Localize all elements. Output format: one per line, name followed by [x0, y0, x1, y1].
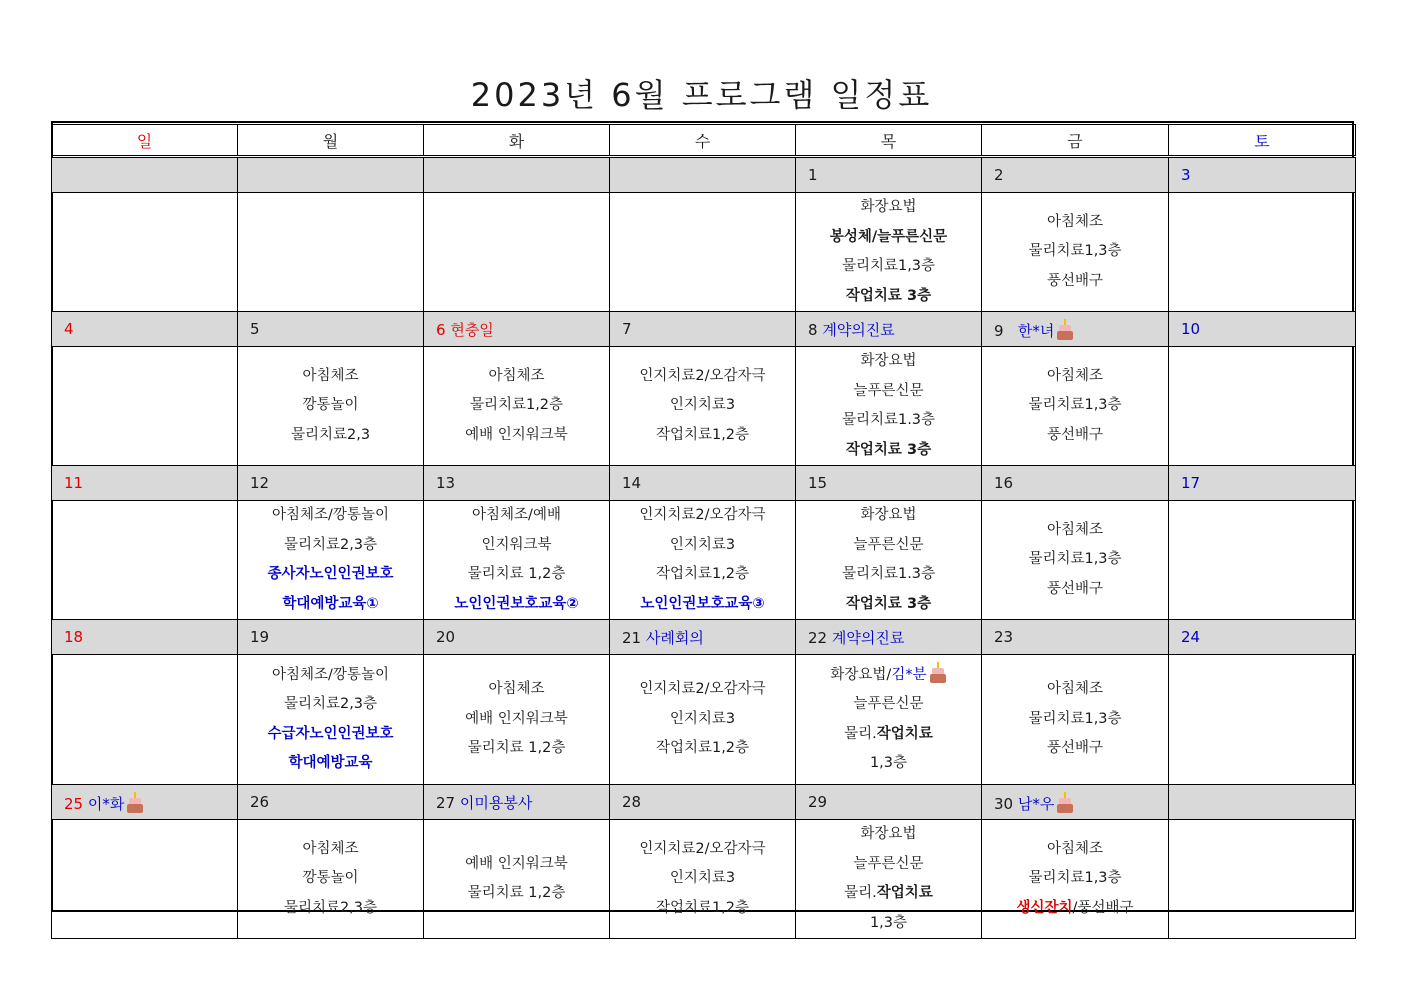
activity-line: 아침체조: [1046, 840, 1104, 857]
activity-line: 예배 인지워크북: [465, 710, 568, 727]
activity-line: 작업치료 3층: [845, 595, 932, 612]
birthday-cake-icon: [1056, 318, 1074, 340]
activity-line: 아침체조: [1046, 681, 1104, 698]
activity-cell: [610, 193, 796, 312]
activity-line: 풍선배구: [1046, 272, 1104, 289]
activity-cell: [424, 820, 610, 939]
date-number: 21: [622, 628, 642, 647]
activity-cell: [610, 820, 796, 939]
date-cell: [424, 620, 610, 655]
week-3-activity-row: [52, 501, 1356, 620]
holiday-label: 현충일: [450, 320, 494, 339]
activity-cell: [982, 655, 1169, 785]
date-cell: [238, 157, 424, 193]
date-number: 7: [622, 320, 632, 338]
activity-line: 물리치료1.3층: [841, 566, 936, 582]
date-cell: [238, 312, 424, 347]
week-5-date-row: [52, 785, 1356, 820]
activity-line: 아침체조/깡통놀이: [272, 507, 389, 523]
date-number: 1: [808, 166, 818, 184]
activity-line: 아침체조: [1046, 367, 1104, 384]
date-cell: [52, 620, 238, 655]
activity-line: 인지치료2/오감자극: [639, 507, 766, 523]
date-cell: [424, 466, 610, 501]
date-number: 6: [436, 320, 446, 339]
activity-cell: [796, 655, 982, 785]
date-number: 2: [994, 166, 1004, 184]
activity-line: 인지치료3: [669, 710, 736, 727]
activity-line: 작업치료1,2층: [655, 899, 750, 916]
birthday-label: 김*분: [891, 666, 927, 683]
activity-line: 깡통놀이: [302, 397, 359, 414]
activity-line: 학대예방교육: [288, 755, 373, 771]
activity-line: 인지치료3: [669, 536, 736, 553]
activity-cell: [982, 347, 1169, 466]
weekday-sun: 일: [52, 125, 238, 157]
date-cell: [238, 466, 424, 501]
date-cell: [610, 312, 796, 347]
activity-line: 아침체조: [1046, 213, 1104, 230]
activity-line: 풍선배구: [1046, 426, 1104, 443]
date-cell: [1169, 157, 1356, 193]
activity-line: 1,3층: [869, 914, 908, 931]
birthday-label: 한*녀: [1017, 321, 1055, 340]
birthday-label: 남*우: [1017, 794, 1055, 813]
date-number: 18: [64, 628, 84, 646]
activity-line: 화장요법: [860, 507, 917, 523]
activity-line: 인지치료3: [669, 870, 736, 887]
event-label: 사례회의: [645, 628, 704, 647]
activity-line: 물리치료2,3층: [283, 536, 378, 553]
date-number: 17: [1181, 474, 1201, 492]
date-cell: [982, 312, 1169, 347]
weekday-sat: 토: [1169, 125, 1356, 157]
activity-cell: [424, 347, 610, 466]
activity-line: 인지치료2/오감자극: [639, 840, 766, 857]
activity-line: 학대예방교육①: [282, 595, 379, 612]
activity-line: 물리치료1,3층: [1028, 710, 1122, 727]
date-cell: [610, 620, 796, 655]
activity-line: 노인인권보호교육③: [640, 595, 765, 612]
activity-line: 늘푸른신문: [853, 536, 924, 553]
activity-line: 종사자노인인권보호: [267, 566, 394, 582]
activity-line: 작업치료1,2층: [655, 566, 750, 582]
date-number: 27: [436, 793, 456, 812]
activity-line: 아침체조: [488, 367, 545, 384]
date-number: 14: [622, 474, 642, 492]
activity-cell: [52, 655, 238, 785]
activity-line: 노인인권보호교육②: [454, 595, 579, 612]
activity-cell: [982, 193, 1169, 312]
activity-line: 물리치료1,3층: [1028, 551, 1122, 568]
week-1-activity-row: [52, 193, 1356, 312]
date-cell: [52, 785, 238, 820]
activity-text: 생신잔치: [1016, 899, 1073, 916]
date-cell: [796, 312, 982, 347]
activity-line: 물리치료1,3층: [841, 258, 936, 274]
date-cell: [424, 157, 610, 193]
date-cell: [238, 620, 424, 655]
date-cell: [52, 466, 238, 501]
activity-text: /풍선배구: [1072, 899, 1134, 916]
activity-cell: [424, 193, 610, 312]
date-cell: [796, 785, 982, 820]
date-cell: [610, 157, 796, 193]
activity-line: [796, 720, 981, 750]
date-number: 13: [436, 474, 456, 492]
activity-line: 풍선배구: [1046, 740, 1104, 757]
activity-line: 물리치료2,3층: [283, 696, 378, 712]
activity-text: 물리.: [844, 725, 877, 742]
activity-cell: [52, 820, 238, 939]
activity-cell: [238, 347, 424, 466]
activity-line: 물리치료1.3층: [841, 412, 936, 428]
date-number: 22: [808, 628, 828, 647]
activity-cell: [52, 501, 238, 620]
activity-line: 늘푸른신문: [853, 855, 924, 872]
date-number: 9: [994, 321, 1004, 340]
birthday-cake-icon: [929, 661, 947, 683]
activity-cell: [982, 820, 1169, 939]
activity-line: 화장요법: [860, 826, 917, 842]
activity-cell: [238, 193, 424, 312]
activity-cell: [1169, 347, 1356, 466]
activity-line: 1,3층: [869, 755, 908, 771]
activity-text: 물리.: [844, 885, 877, 901]
activity-line: 아침체조/예배: [472, 507, 561, 523]
weekday-wed: 수: [610, 125, 796, 157]
date-cell: [238, 785, 424, 820]
weekday-fri: 금: [982, 125, 1169, 157]
activity-cell: [796, 501, 982, 620]
date-number: 5: [250, 320, 260, 338]
activity-line: 깡통놀이: [302, 870, 359, 887]
birthday-cake-icon: [126, 791, 144, 813]
activity-line: 물리치료 1,2층: [467, 885, 566, 901]
date-cell: [796, 620, 982, 655]
date-number: 29: [808, 793, 828, 811]
date-cell: [1169, 785, 1356, 820]
activity-line: 작업치료1,2층: [655, 426, 750, 443]
activity-line: 늘푸른신문: [853, 382, 924, 399]
activity-cell: [610, 347, 796, 466]
date-number: 4: [64, 320, 74, 338]
date-number: 19: [250, 628, 270, 646]
date-number: 25: [64, 794, 84, 813]
week-2-date-row: [52, 312, 1356, 347]
activity-cell: [424, 655, 610, 785]
week-4-date-row: [52, 620, 1356, 655]
activity-line: [982, 894, 1168, 924]
activity-line: 수급자노인인권보호: [267, 725, 394, 742]
date-number: 11: [64, 474, 84, 492]
date-number: 8: [808, 320, 818, 339]
activity-line: 예배 인지워크북: [465, 426, 568, 443]
activity-line: 인지치료3: [669, 397, 736, 414]
date-number: 30: [994, 794, 1014, 813]
activity-line: 인지치료2/오감자극: [639, 681, 766, 698]
activity-cell: [52, 347, 238, 466]
weekday-header-row: [52, 125, 1356, 157]
activity-line: 아침체조: [488, 681, 545, 698]
date-number: 20: [436, 628, 456, 646]
activity-cell: [238, 501, 424, 620]
activity-line: 아침체조/깡통놀이: [272, 666, 389, 683]
activity-line: 물리치료 1,2층: [467, 740, 566, 757]
date-number: 12: [250, 474, 270, 492]
activity-line: 작업치료 3층: [845, 287, 932, 304]
activity-cell: [796, 820, 982, 939]
activity-cell: [1169, 193, 1356, 312]
activity-line: 물리치료1,3층: [1028, 397, 1122, 414]
weekday-mon: 월: [238, 125, 424, 157]
week-1-date-row: [52, 157, 1356, 193]
activity-line: 물리치료1,3층: [1028, 243, 1122, 260]
date-number: 26: [250, 793, 270, 811]
date-cell: [610, 466, 796, 501]
date-cell: [1169, 466, 1356, 501]
activity-line: 작업치료1,2층: [655, 740, 750, 757]
activity-line: 물리치료2,3층: [283, 899, 378, 916]
activity-cell: [52, 193, 238, 312]
date-cell: [982, 620, 1169, 655]
activity-line: [796, 661, 981, 691]
date-cell: [424, 312, 610, 347]
activity-cell: [1169, 655, 1356, 785]
activity-line: 늘푸른신문: [853, 696, 924, 712]
date-cell: [1169, 620, 1356, 655]
date-cell: [52, 157, 238, 193]
activity-line: 화장요법: [860, 353, 917, 369]
activity-cell: [796, 193, 982, 312]
activity-line: 작업치료 3층: [845, 441, 932, 458]
event-label: 이미용봉사: [459, 793, 533, 812]
week-2-activity-row: [52, 347, 1356, 466]
calendar-table: [51, 124, 1356, 939]
activity-cell: [238, 820, 424, 939]
activity-cell: [982, 501, 1169, 620]
date-cell: [982, 466, 1169, 501]
activity-line: 풍선배구: [1046, 580, 1104, 597]
weekday-thu: 목: [796, 125, 982, 157]
activity-line: 아침체조: [302, 840, 359, 857]
event-label: 계약의진료: [831, 628, 905, 647]
activity-line: 화장요법: [860, 199, 917, 215]
page-title: 2023년 6월 프로그램 일정표: [470, 76, 933, 114]
date-cell: [424, 785, 610, 820]
activity-cell: [1169, 501, 1356, 620]
date-cell: [52, 312, 238, 347]
activity-line: 물리치료1,2층: [469, 397, 564, 414]
weekday-tue: 화: [424, 125, 610, 157]
birthday-label: 이*화: [87, 794, 125, 813]
activity-cell: [610, 655, 796, 785]
date-cell: [796, 157, 982, 193]
date-number: 24: [1181, 628, 1201, 646]
week-4-activity-row: [52, 655, 1356, 785]
activity-cell: [610, 501, 796, 620]
date-number: 16: [994, 474, 1014, 492]
event-label: 계약의진료: [822, 320, 895, 339]
date-number: 10: [1181, 320, 1201, 338]
date-number: 3: [1181, 166, 1191, 184]
activity-line: 물리치료2,3: [290, 426, 371, 443]
activity-cell: [796, 347, 982, 466]
activity-line: 아침체조: [1046, 521, 1104, 538]
activity-text: 작업치료: [876, 885, 933, 901]
date-cell: [610, 785, 796, 820]
activity-line: [796, 879, 981, 909]
week-5-activity-row: [52, 820, 1356, 939]
date-cell: [796, 466, 982, 501]
week-3-date-row: [52, 466, 1356, 501]
birthday-cake-icon: [1056, 791, 1074, 813]
date-cell: [1169, 312, 1356, 347]
date-cell: [982, 157, 1169, 193]
activity-cell: [1169, 820, 1356, 939]
activity-text: 작업치료: [876, 725, 933, 742]
activity-line: 봉성체/늘푸른신문: [829, 228, 948, 245]
activity-text: 화장요법/: [830, 666, 892, 683]
activity-cell: [238, 655, 424, 785]
activity-line: 물리치료1,3층: [1028, 870, 1122, 887]
date-number: 15: [808, 474, 828, 492]
activity-line: 인지치료2/오감자극: [639, 367, 766, 384]
date-number: 28: [622, 793, 642, 811]
activity-line: 아침체조: [302, 367, 359, 384]
activity-line: 예배 인지워크북: [465, 855, 568, 872]
activity-cell: [424, 501, 610, 620]
date-cell: [982, 785, 1169, 820]
date-number: 23: [994, 628, 1014, 646]
activity-line: 인지워크북: [481, 536, 552, 553]
activity-line: 물리치료 1,2층: [467, 566, 566, 582]
